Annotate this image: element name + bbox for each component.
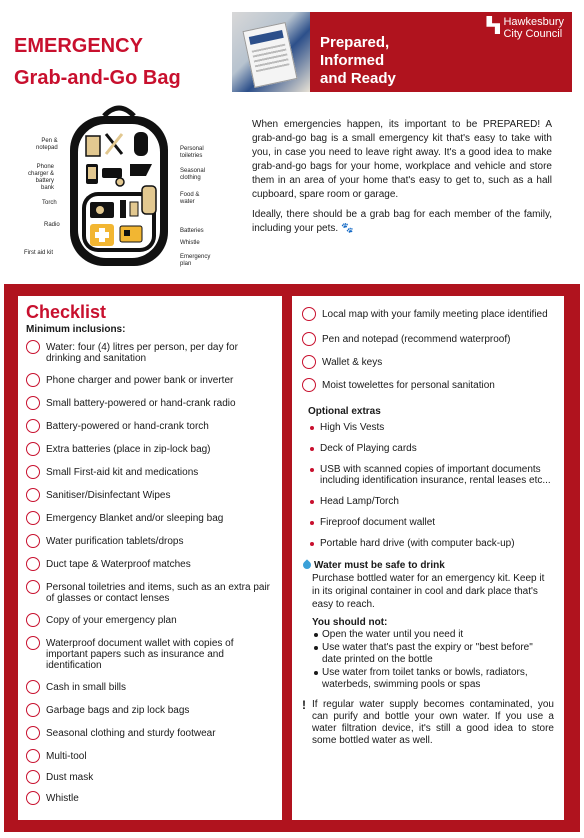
minimum-inclusions-list-continued — [302, 308, 554, 392]
label-radio: Radio — [44, 222, 60, 228]
should-not-item: Use water from toilet tanks or bowls, radiators, waterbeds, swimming pools or spas — [302, 667, 554, 691]
checklist-item[interactable] — [26, 341, 274, 364]
checklist-item-label: Personal toiletries and items, such as an extra pair of glasses or contact lenses — [46, 582, 270, 604]
checklist-item[interactable] — [302, 308, 554, 321]
should-not-list — [302, 629, 554, 691]
checklist-item[interactable] — [26, 581, 274, 604]
checklist-item[interactable] — [302, 333, 554, 346]
checklist-item-label: Dust mask — [46, 772, 94, 783]
checklist-item-label: Moist towelettes for personal sanitation — [322, 380, 495, 391]
checklist-subtitle: Minimum inclusions: — [26, 324, 126, 335]
checklist-item-label: Water: four (4) litres per person, per day for drinking and sanitation — [46, 342, 238, 364]
checklist-item-label: Copy of your emergency plan — [46, 615, 177, 626]
checklist-item[interactable] — [26, 420, 274, 433]
checkbox-circle-icon[interactable] — [26, 636, 40, 650]
checklist-item[interactable] — [302, 379, 554, 392]
checklist-item-label: Small First-aid kit and medications — [46, 467, 199, 478]
label-batteries: Batteries — [180, 228, 204, 234]
checklist-item-label: Small battery-powered or hand-crank radio — [46, 398, 236, 409]
checkbox-circle-icon[interactable] — [26, 557, 40, 571]
checkbox-circle-icon[interactable] — [302, 355, 316, 369]
intro-paragraph-2: Ideally, there should be a grab bag for each member of the family, including your pets. 🐾 — [252, 209, 552, 234]
brochure-photo — [232, 12, 310, 92]
checklist-item-label: Emergency Blanket and/or sleeping bag — [46, 513, 224, 524]
checkbox-circle-icon[interactable] — [26, 419, 40, 433]
checklist-item[interactable] — [26, 535, 274, 548]
checklist-item[interactable] — [26, 397, 274, 410]
minimum-inclusions-list — [26, 341, 274, 805]
optional-extras-list — [302, 422, 554, 549]
checkbox-circle-icon[interactable] — [26, 442, 40, 456]
water-drop-icon — [302, 559, 312, 571]
checkbox-circle-icon[interactable] — [26, 726, 40, 740]
optional-item: USB with scanned copies of important documents including identification insurance, rental leases etc... — [302, 464, 554, 486]
label-clothing: Seasonal clothing — [180, 168, 206, 181]
label-toiletries: Personal toiletries — [180, 146, 204, 159]
checklist-left-column — [18, 296, 282, 820]
checkbox-circle-icon[interactable] — [26, 340, 40, 354]
header-banner — [232, 12, 572, 92]
checkbox-circle-icon[interactable] — [26, 511, 40, 525]
checklist-item[interactable] — [26, 792, 274, 805]
label-phone: Phone charger & battery bank — [28, 164, 55, 191]
checkbox-circle-icon[interactable] — [26, 373, 40, 387]
title-line-1: EMERGENCY — [14, 35, 143, 57]
checklist-right-column — [292, 296, 564, 820]
checklist-item[interactable] — [26, 466, 274, 479]
optional-extras-title: Optional extras — [308, 406, 381, 417]
bag-illustration — [14, 102, 214, 272]
checklist-item-label: Whistle — [46, 793, 79, 804]
checkbox-circle-icon[interactable] — [26, 680, 40, 694]
intro-text — [252, 118, 552, 236]
optional-item: Fireproof document wallet — [302, 517, 554, 528]
checklist-item[interactable] — [26, 637, 274, 671]
checklist-item-label: Water purification tablets/drops — [46, 536, 184, 547]
checklist-item-label: Waterproof document wallet with copies of important papers such as insurance and identification — [46, 638, 234, 671]
checkbox-circle-icon[interactable] — [302, 378, 316, 392]
should-not-item: Open the water until you need it — [302, 629, 554, 641]
checklist-item-label: Wallet & keys — [322, 357, 383, 368]
checkbox-circle-icon[interactable] — [26, 770, 40, 784]
checkbox-circle-icon[interactable] — [26, 791, 40, 805]
council-logo: Hawkesbury City Council — [486, 16, 564, 40]
checklist-item[interactable] — [302, 356, 554, 369]
checkbox-circle-icon[interactable] — [26, 703, 40, 717]
checklist-item-label: Seasonal clothing and sturdy footwear — [46, 728, 216, 739]
optional-item: Deck of Playing cards — [302, 443, 554, 454]
checkbox-circle-icon[interactable] — [26, 749, 40, 763]
checklist-item-label: Duct tape & Waterproof matches — [46, 559, 191, 570]
should-not-item: Use water that's past the expiry or "best before" date printed on the bottle — [302, 642, 554, 666]
checklist-item-label: Multi-tool — [46, 751, 87, 762]
checklist-item[interactable] — [26, 512, 274, 525]
title-line-2: Grab-and-Go Bag — [14, 67, 181, 89]
optional-item: High Vis Vests — [302, 422, 554, 433]
checklist-item[interactable] — [26, 750, 274, 763]
checkbox-circle-icon[interactable] — [26, 488, 40, 502]
checklist-item[interactable] — [26, 704, 274, 717]
checklist-item-label: Garbage bags and zip lock bags — [46, 705, 190, 716]
checklist-item[interactable] — [26, 681, 274, 694]
checkbox-circle-icon[interactable] — [302, 307, 316, 321]
checklist-item-label: Extra batteries (place in zip-lock bag) — [46, 444, 211, 455]
checkbox-circle-icon[interactable] — [26, 396, 40, 410]
water-safety-text: Purchase bottled water for an emergency kit. Keep it in its original container in cool and dark place that's easy to reach. — [312, 573, 545, 610]
checklist-item-label: Pen and notepad (recommend waterproof) — [322, 334, 511, 345]
label-whistle: Whistle — [180, 240, 200, 246]
checklist-item-label: Cash in small bills — [46, 682, 127, 693]
label-food: Food & water — [180, 192, 200, 205]
paw-print-icon: 🐾 — [340, 223, 354, 234]
checklist-item-label: Battery-powered or hand-crank torch — [46, 421, 209, 432]
contamination-warning: ! If regular water supply becomes contaminated, you can purify and bottle your own water. If you use a water filtration device, it's still a good idea to store some bottled water as well. — [302, 698, 554, 746]
label-plan: Emergency plan — [180, 254, 211, 267]
should-not-title: You should not: — [312, 617, 388, 628]
label-first-aid: First aid kit — [24, 250, 54, 256]
optional-item: Head Lamp/Torch — [302, 496, 554, 507]
label-pen: Pen & notepad — [36, 138, 58, 151]
checklist-item[interactable] — [26, 558, 274, 571]
intro-paragraph-1: When emergencies happen, its important to be PREPARED! A grab-and-go bag is a small emergency kit that's easy to take with you, in case you need to leave right away. It's a good idea to make grab-and-go bags for your home, workplace and vehicle and store them in an area of your home that's easy to get to, such as a hall cupboard, spare room or garage. — [252, 119, 552, 200]
label-torch: Torch — [42, 200, 57, 206]
backpack-icon — [64, 102, 174, 270]
checklist-item-label: Local map with your family meeting place identified — [322, 309, 548, 320]
water-safety-title: Water must be safe to drink — [302, 559, 554, 571]
checklist-item[interactable] — [26, 771, 274, 784]
checklist-item[interactable] — [26, 443, 274, 456]
checklist-item-label: Phone charger and power bank or inverter — [46, 375, 234, 386]
checklist-item[interactable] — [26, 727, 274, 740]
council-logo-icon — [486, 16, 500, 34]
checkbox-circle-icon[interactable] — [26, 613, 40, 627]
checklist-title: Checklist — [26, 302, 107, 322]
checklist-item[interactable] — [26, 614, 274, 627]
page-title — [14, 30, 181, 94]
checkbox-circle-icon[interactable] — [302, 332, 316, 346]
exclamation-icon: ! — [302, 698, 306, 712]
checklist-item[interactable] — [26, 374, 274, 387]
checklist-item-label: Sanitiser/Disinfectant Wipes — [46, 490, 171, 501]
checkbox-circle-icon[interactable] — [26, 534, 40, 548]
banner-tagline: Prepared, Informed and Ready — [320, 34, 396, 87]
optional-item: Portable hard drive (with computer back-up) — [302, 538, 554, 549]
checklist-item[interactable] — [26, 489, 274, 502]
checkbox-circle-icon[interactable] — [26, 465, 40, 479]
checkbox-circle-icon[interactable] — [26, 580, 40, 594]
